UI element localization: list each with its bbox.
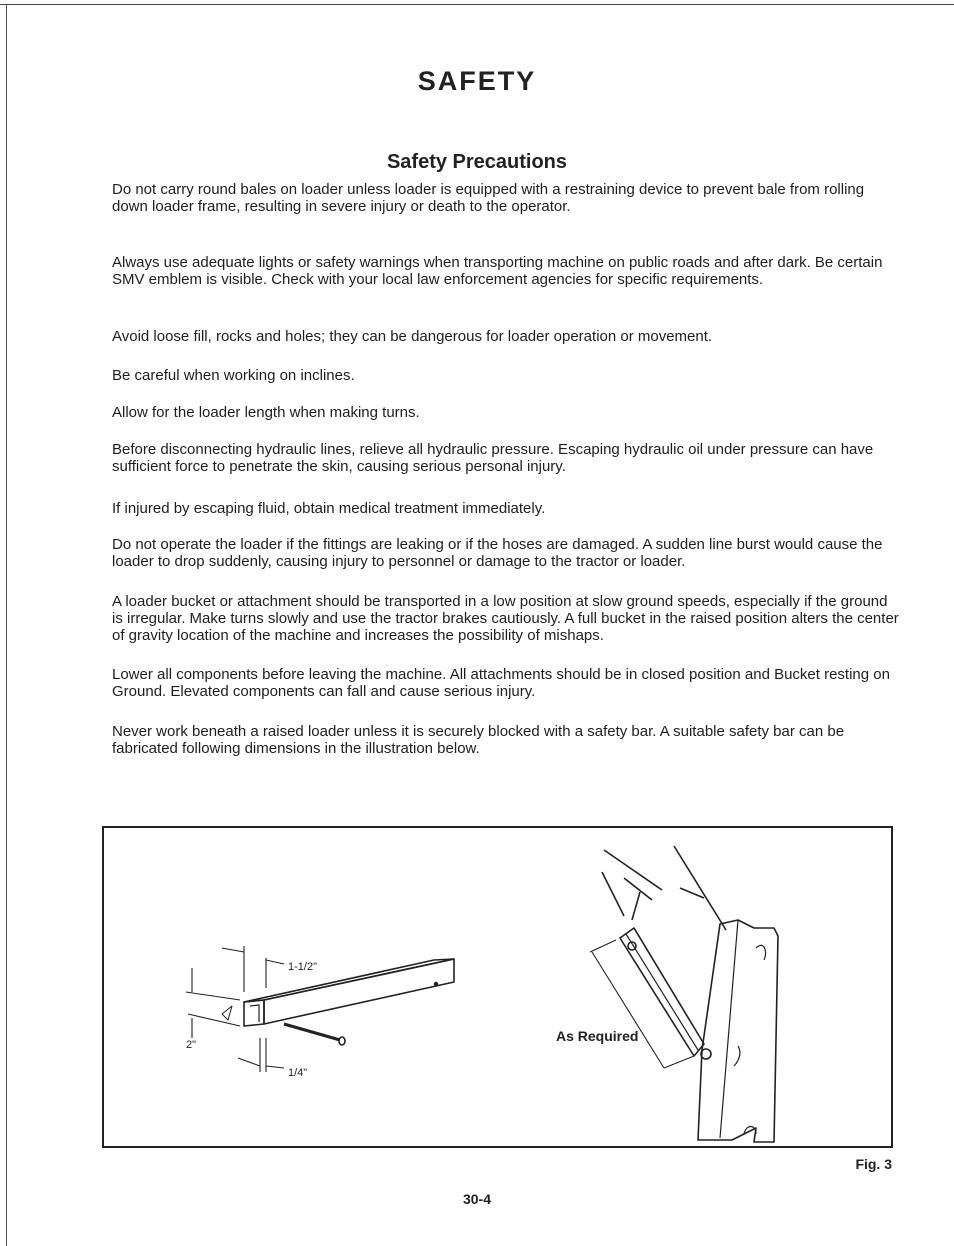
paragraph-lights: Always use adequate lights or safety warnings when transporting machine on public roads and after dark. Be certain SMV emblem is visible. Check with your local law enforcement agencies for specific requirements.	[112, 254, 883, 288]
bar-pin-hole	[434, 982, 438, 986]
page-edge-left	[6, 4, 7, 1246]
dim-height-label: 2"	[186, 1039, 197, 1051]
page-edge-top	[0, 4, 954, 5]
bar-pin	[284, 1024, 340, 1040]
paragraph-round-bales: Do not carry round bales on loader unless loader is equipped with a restraining device to prevent bale from rolling down loader frame, resulting in severe injury or death to the operator.	[112, 181, 865, 215]
paragraph-inclines: Be careful when working on inclines.	[112, 367, 355, 384]
paragraph-safety-bar: Never work beneath a raised loader unless it is securely blocked with a safety bar. A suitable safety bar can be fabricated following dimensions in the illustration below.	[112, 723, 845, 757]
dim-thickness-label: 1/4"	[288, 1067, 308, 1079]
paragraph-turns: Allow for the loader length when making turns.	[112, 404, 420, 421]
paragraph-hydraulic: Before disconnecting hydraulic lines, relieve all hydraulic pressure. Escaping hydraulic oil under pressure can have sufficient force to penetrate the skin, causing serious personal injury.	[112, 441, 874, 475]
paragraph-medical: If injured by escaping fluid, obtain medical treatment immediately.	[112, 500, 546, 517]
paragraph-loose-fill: Avoid loose fill, rocks and holes; they can be dangerous for loader operation or movement.	[112, 328, 713, 345]
paragraph-transport: A loader bucket or attachment should be transported in a low position at slow ground speeds, especially if the ground is irregular. Make turns slowly and use the tractor brakes cautiously. A full bucket in the raised position alters the center of gravity location of the machine and increases the possibility of mishaps.	[112, 593, 899, 644]
safety-bar-figure	[102, 826, 893, 1148]
bar-front-face	[244, 1000, 264, 1026]
dim-width-label: 1-1/2"	[288, 961, 317, 973]
paragraph-fittings: Do not operate the loader if the fittings are leaking or if the hoses are damaged. A sudden line burst would cause the loader to drop suddenly, causing injury to personnel or damage to the tractor or loader.	[112, 536, 883, 570]
safety-bar-illustration	[104, 828, 891, 1146]
page-heading: SAFETY	[417, 66, 537, 96]
paragraph-lower-components: Lower all components before leaving the machine. All attachments should be in closed position and Bucket resting on Ground. Elevated components can fall and cause serious injury.	[112, 666, 890, 700]
figure-caption: Fig. 3	[855, 1156, 892, 1172]
page-number: 30-4	[462, 1191, 492, 1207]
section-title: Safety Precautions	[386, 151, 568, 173]
length-label: As Required	[556, 1028, 639, 1044]
